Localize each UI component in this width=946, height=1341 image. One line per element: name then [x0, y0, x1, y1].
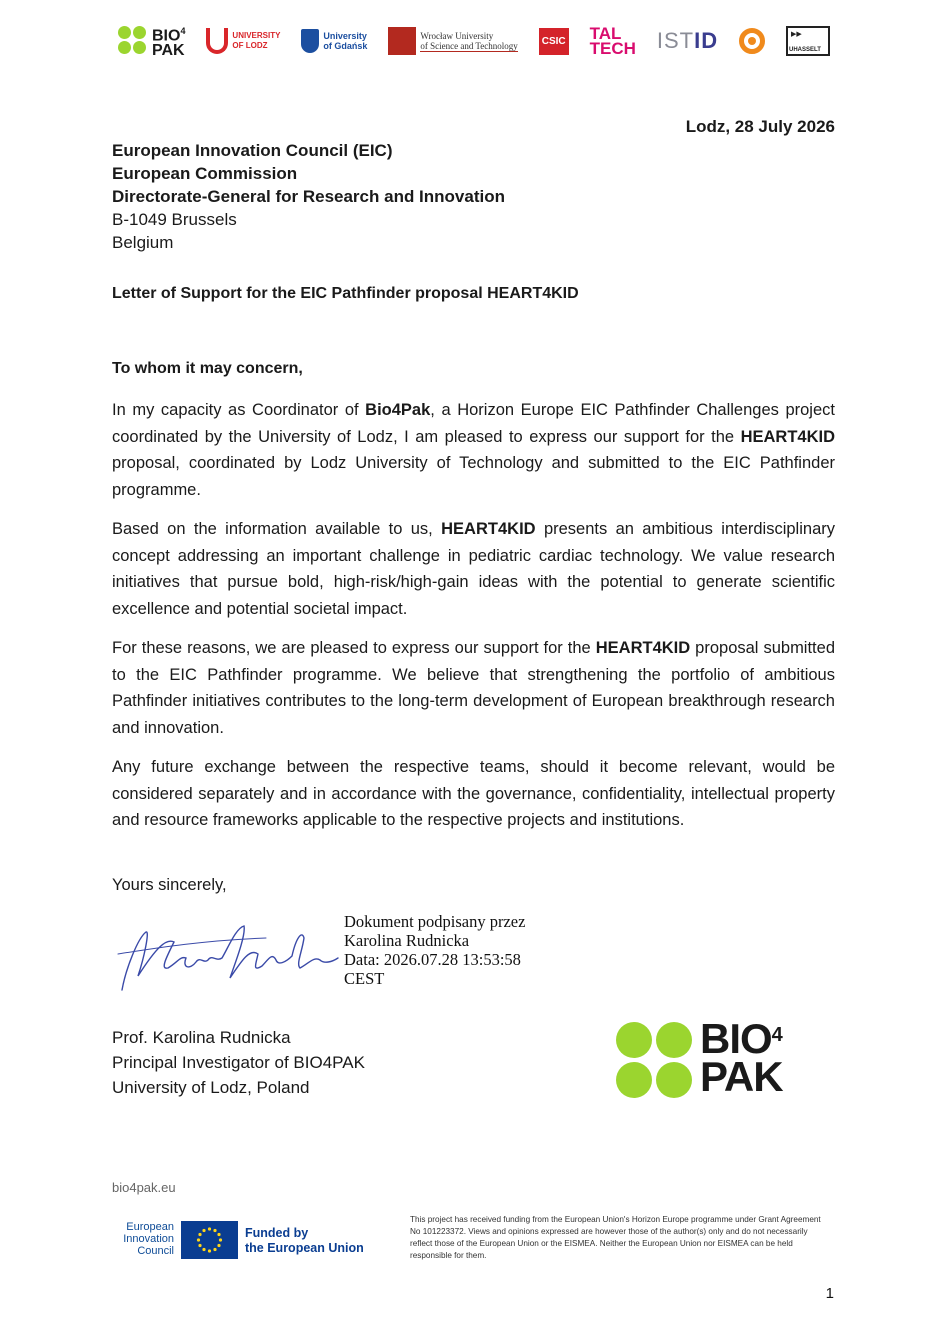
clover-icon	[118, 26, 148, 56]
p1-a: In my capacity as Coordinator of	[112, 401, 366, 419]
esign-line3: Data: 2026.07.28 13:53:58	[344, 950, 521, 969]
salutation: To whom it may concern,	[112, 360, 303, 377]
recipient-line5: Belgium	[112, 233, 174, 252]
website-link[interactable]: bio4pak.eu	[112, 1180, 176, 1195]
large-clover-icon	[614, 1020, 694, 1100]
taltech-logo	[590, 26, 636, 56]
wroclaw-crest-icon	[388, 27, 416, 55]
esign-line1: Dokument podpisany przez	[344, 912, 526, 931]
istid-part2: ID	[694, 28, 719, 53]
university-of-gdansk-logo	[301, 29, 367, 53]
bio4pak-logo-pak: PAK	[152, 41, 185, 59]
p3-a: For these reasons, we are pleased to express our support for the	[112, 639, 596, 657]
funding-disclaimer: This project has received funding from the European Union's Horizon Europe programme under Grant Agreement No 101223372. Views and opinions expressed are however those of the author(s) only and do not necessarily reflect those of the European Union or the EISMEA. Neither the European Union nor EISMEA can be held responsible for them.	[410, 1215, 821, 1260]
letter-subject: Letter of Support for the EIC Pathfinder proposal HEART4KID	[112, 285, 579, 302]
recipient-line3: Directorate-General for Research and Innovation	[112, 187, 505, 206]
lodz-logo-line2: OF LODZ	[232, 41, 268, 50]
lodz-u-icon	[206, 28, 228, 54]
paragraph-3	[112, 635, 835, 741]
bio4pak-logo-sup: 4	[180, 26, 186, 37]
funded-by-eu-text	[245, 1226, 364, 1256]
handwritten-signature	[116, 918, 342, 998]
paragraph-2	[112, 516, 835, 622]
signer-org: University of Lodz, Poland	[112, 1078, 310, 1097]
recipient-line4: B-1049 Brussels	[112, 210, 237, 229]
lodz-logo-line1: UNIVERSITY	[232, 31, 281, 40]
bio4pak-logo	[118, 24, 185, 57]
uhasselt-logo	[786, 26, 830, 56]
p1-b: Bio4Pak	[365, 401, 431, 419]
eic-logo-text	[112, 1221, 174, 1257]
eic-line1: European	[126, 1221, 174, 1233]
p2-a: Based on the information available to us,	[112, 520, 442, 538]
gdansk-logo-line2: of Gdańsk	[323, 41, 368, 51]
signer-name: Prof. Karolina Rudnicka	[112, 1028, 291, 1047]
bio4pak-logo-bio: BIO	[152, 27, 181, 45]
wroclaw-logo-line2: of Science and Technology	[420, 40, 518, 51]
p1-d: HEART4KID	[740, 427, 835, 446]
closing: Yours sincerely,	[112, 876, 227, 894]
istid-logo	[657, 28, 718, 54]
p1-c: , a Horizon Europe EIC Pathfinder Challenges project coordinated by the University of Lodz, I am pleased to express our support for the	[112, 401, 835, 446]
wroclaw-logo-line1: Wrocław University	[420, 30, 494, 41]
university-of-lodz-logo	[206, 28, 280, 54]
p3-b: HEART4KID	[595, 639, 691, 657]
p3-c: proposal submitted to the EIC Pathfinder programme. We believe that strengthening the portfolio of ambitious Pathfinder initiatives contributes to the long-term development of European breakthrough research and innovation.	[112, 639, 835, 737]
funded-line1: Funded by	[245, 1226, 309, 1240]
paragraph-1	[112, 397, 835, 503]
eic-line3: Council	[137, 1245, 174, 1257]
bio4pak-large-logo	[614, 1015, 810, 1102]
taltech-line2: TECH	[589, 39, 636, 58]
letter-date: Lodz, 28 July 2026	[685, 117, 835, 136]
signer-block	[112, 1025, 365, 1100]
csic-logo: CSIC	[539, 28, 569, 55]
gdansk-logo-line1: University	[323, 31, 367, 41]
taltech-line1: TAL	[589, 24, 622, 43]
istid-part1: IST	[656, 28, 695, 53]
uhasselt-text: UHASSELT	[788, 47, 821, 53]
big-logo-pak: PAK	[700, 1053, 783, 1100]
page-number: 1	[825, 1285, 834, 1302]
p2-b: HEART4KID	[441, 520, 536, 538]
fast-forward-icon: ▶▶	[790, 31, 802, 38]
recipient-line2: European Commission	[112, 164, 298, 183]
partner-gear-logo-icon	[739, 28, 765, 54]
esign-line4: CEST	[344, 969, 385, 988]
gdansk-shield-icon	[301, 29, 319, 53]
eic-line2: Innovation	[123, 1233, 174, 1245]
electronic-signature-block	[344, 912, 525, 988]
eu-flag-icon	[181, 1221, 238, 1259]
partner-logos-strip	[118, 18, 830, 64]
signer-role: Principal Investigator of BIO4PAK	[112, 1053, 365, 1072]
funded-line2: the European Union	[245, 1241, 364, 1255]
wroclaw-university-logo	[388, 27, 517, 55]
esign-line2: Karolina Rudnicka	[344, 931, 470, 950]
recipient-line1: European Innovation Council (EIC)	[112, 141, 393, 160]
big-logo-bio: BIO	[700, 1015, 772, 1062]
p2-c: presents an ambitious interdisciplinary concept addressing an important challenge in pediatric cardiac technology. We value research initiatives that pursue bold, high-risk/high-gain ideas with the potential to generate scientific excellence and potential societal impact.	[112, 520, 835, 618]
paragraph-4: Any future exchange between the respective teams, should it become relevant, would be considered separately and in accordance with the governance, confidentiality, intellectual property and resource frameworks applicable to the respective projects and institutions.	[112, 758, 835, 829]
big-logo-sup: 4	[771, 1024, 783, 1046]
p1-e: proposal, coordinated by Lodz University of Technology and submitted to the EIC Pathfinder programme.	[112, 454, 835, 499]
recipient-address	[112, 139, 505, 254]
